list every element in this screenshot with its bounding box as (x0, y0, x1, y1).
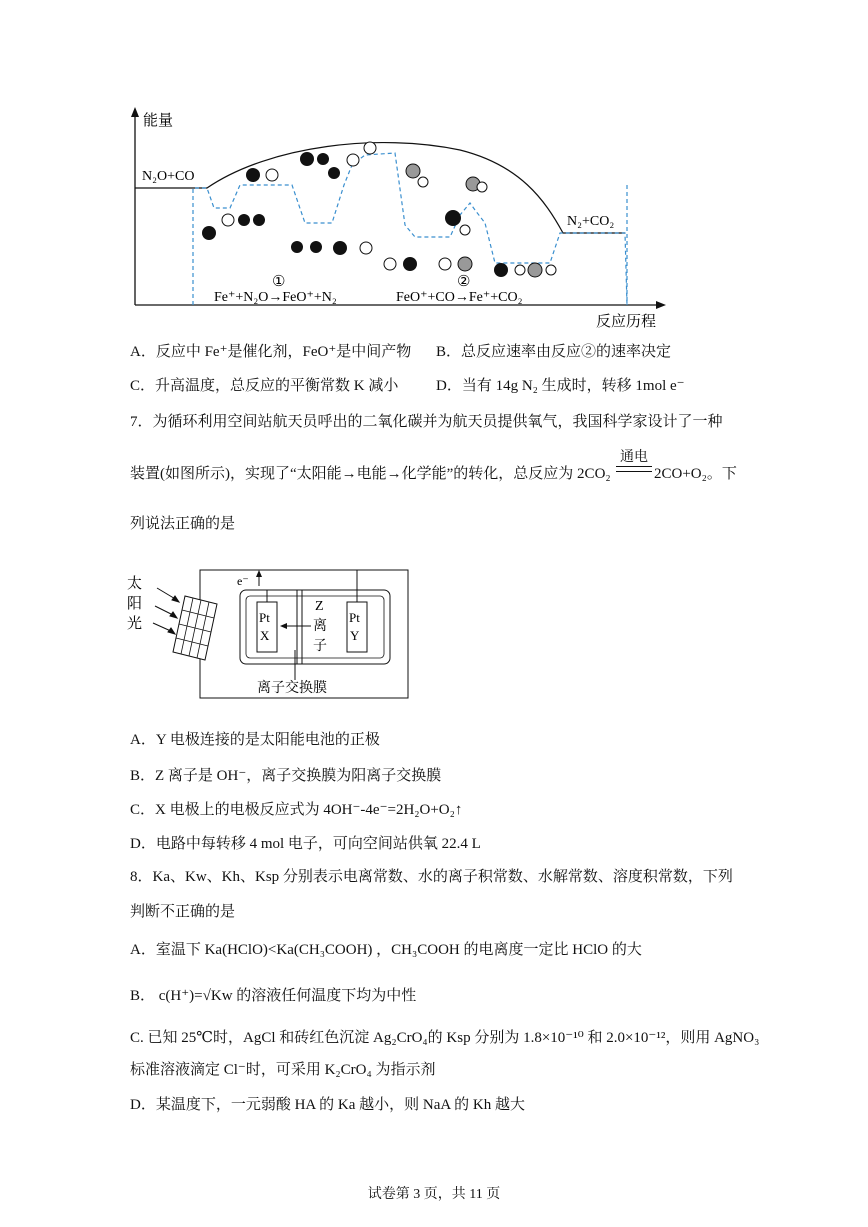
uncatalyzed-curve (135, 143, 625, 233)
sun-label-3: 光 (127, 614, 143, 632)
q6-option-a: A．反应中 Fe⁺是催化剂，FeO⁺是中间产物 (130, 344, 412, 360)
q8-option-d: D．某温度下，一元弱酸 HA 的 Ka 越小，则 NaA 的 Kh 越大 (130, 1097, 525, 1113)
ion-label-2: 离 (313, 618, 327, 634)
solar-panel-icon (173, 596, 217, 660)
step1-equation: Fe⁺+N₂O→FeO⁺+N₂ (214, 290, 337, 305)
q8-option-c-line1: C. 已知 25℃时，AgCl 和砖红色沉淀 Ag₂CrO₄的 Ksp 分别为 1.8×10⁻¹⁰ 和 2.0×10⁻¹²，则用 AgNO₃ (130, 1030, 760, 1046)
q7-stem-line2a: 装置(如图所示)，实现了“太阳能→电能→化学能”的转化，总反应为 2CO₂ (130, 466, 611, 482)
q7-option-c: C．X 电极上的电极反应式为 4OH⁻-4e⁻=2H₂O+O₂↑ (130, 802, 463, 818)
membrane-label: 离子交换膜 (257, 680, 327, 696)
q8-option-c-line2: 标准溶液滴定 Cl⁻时，可采用 K₂CrO₄ 为指示剂 (130, 1062, 436, 1078)
start-label: N₂O+CO (142, 169, 195, 184)
q7-condition: 通电 (620, 450, 648, 465)
left-electrode-x: X (260, 628, 270, 643)
q8-stem-line2: 判断不正确的是 (130, 904, 236, 920)
sun-label-1: 太 (127, 574, 143, 592)
x-axis-label: 反应历程 (596, 312, 657, 330)
electron-label: e⁻ (237, 574, 249, 588)
x-axis-arrow (656, 301, 666, 309)
y-axis-arrow (131, 107, 139, 117)
right-electrode-pt: Pt (349, 610, 360, 625)
q6-option-d: D．当有 14g N₂ 生成时，转移 1mol e⁻ (436, 378, 685, 394)
step2-marker: ② (457, 274, 471, 290)
q7-stem-line1: 7．为循环利用空间站航天员呼出的二氧化碳并为航天员提供氧气，我国科学家设计了一种 (130, 414, 723, 430)
end-label: N₂+CO₂ (567, 214, 615, 229)
q7-stem-line2b: 2CO+O₂。下 (654, 466, 737, 482)
q6-option-b: B．总反应速率由反应②的速率决定 (436, 344, 672, 360)
q8-b-prefix: B． (130, 988, 156, 1004)
sun-label-2: 阳 (127, 594, 143, 612)
sunlight-arrows (153, 588, 179, 634)
step1-marker: ① (272, 274, 286, 290)
q8-b-expression: c(H⁺)=√Kw (158, 988, 233, 1004)
q8-stem-line1: 8．Ka、Kw、Kh、Ksp 分别表示电离常数、水的离子积常数、水解常数、溶度积常数，下列 (130, 869, 733, 885)
q8-a-prefix: A．室温下 (130, 942, 201, 958)
ion-label-z: Z (315, 599, 324, 614)
q8-option-a (130, 938, 642, 959)
q8-a-expression: Ka(HClO)<Ka(CH₃COOH) (204, 942, 373, 958)
q7-equals-sign (616, 466, 652, 472)
q7-option-a: A．Y 电极连接的是太阳能电池的正极 (130, 732, 380, 748)
molecule-glyphs (202, 142, 556, 277)
q8-b-suffix: 的溶液任何温度下均为中性 (236, 988, 417, 1004)
right-electrode-y: Y (350, 628, 360, 643)
q8-a-suffix: ，CH₃COOH 的电离度一定比 HClO 的大 (376, 942, 642, 958)
q7-option-b: B．Z 离子是 OH⁻，离子交换膜为阳离子交换膜 (130, 768, 442, 784)
y-axis-label: 能量 (143, 111, 174, 129)
page-footer: 试卷第 3 页，共 11 页 (367, 1187, 501, 1202)
q7-option-d: D．电路中每转移 4 mol 电子，可向空间站供氧 22.4 L (130, 836, 481, 852)
q8-option-b (130, 984, 416, 1005)
q7-stem-line3: 列说法正确的是 (130, 516, 236, 532)
q6-option-c: C．升高温度，总反应的平衡常数 K 减小 (130, 378, 399, 394)
energy-profile-figure (120, 105, 680, 335)
step2-equation: FeO⁺+CO→Fe⁺+CO₂ (396, 290, 523, 305)
left-electrode-pt: Pt (259, 610, 270, 625)
electrolysis-figure (125, 568, 415, 703)
ion-label-3: 子 (313, 638, 327, 654)
